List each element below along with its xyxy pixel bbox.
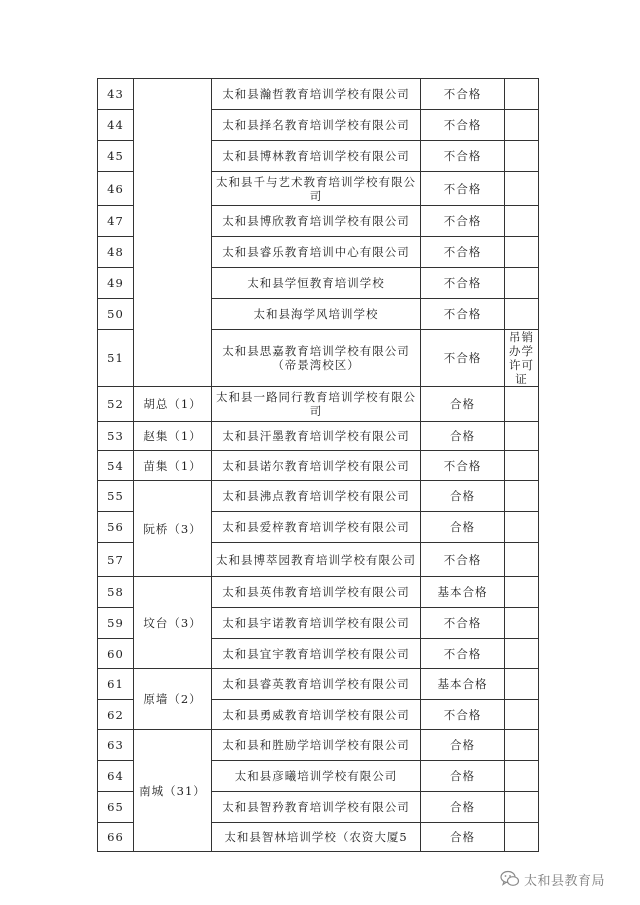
school-name: 太和县博林教育培训学校有限公司 xyxy=(212,141,421,172)
result: 基本合格 xyxy=(421,577,505,608)
result: 合格 xyxy=(421,481,505,512)
row-number: 57 xyxy=(98,543,134,577)
school-name: 太和县爱梓教育培训学校有限公司 xyxy=(212,512,421,543)
table-row xyxy=(98,577,539,608)
note xyxy=(505,422,539,451)
watermark-text: 太和县教育局 xyxy=(524,873,606,889)
school-name: 太和县千与艺术教育培训学校有限公司 xyxy=(212,172,421,206)
note xyxy=(505,577,539,608)
note xyxy=(505,730,539,761)
row-number: 47 xyxy=(98,206,134,237)
result: 不合格 xyxy=(421,268,505,299)
school-name: 太和县和胜励学培训学校有限公司 xyxy=(212,730,421,761)
note xyxy=(505,237,539,268)
row-number: 51 xyxy=(98,330,134,387)
result: 不合格 xyxy=(421,451,505,481)
town-cell xyxy=(134,79,212,387)
town-cell: 原墙（2） xyxy=(134,669,212,730)
school-name: 太和县睿乐教育培训中心有限公司 xyxy=(212,237,421,268)
school-name: 太和县宇诺教育培训学校有限公司 xyxy=(212,608,421,639)
row-number: 65 xyxy=(98,792,134,823)
result: 合格 xyxy=(421,730,505,761)
row-number: 49 xyxy=(98,268,134,299)
result: 不合格 xyxy=(421,172,505,206)
note xyxy=(505,639,539,669)
note xyxy=(505,481,539,512)
row-number: 59 xyxy=(98,608,134,639)
town-cell: 南城（31） xyxy=(134,730,212,852)
wechat-watermark xyxy=(500,867,605,891)
row-number: 62 xyxy=(98,700,134,730)
school-name: 太和县一路同行教育培训学校有限公司 xyxy=(212,387,421,422)
note xyxy=(505,206,539,237)
row-number: 58 xyxy=(98,577,134,608)
note xyxy=(505,700,539,730)
note xyxy=(505,268,539,299)
note xyxy=(505,608,539,639)
note xyxy=(505,761,539,792)
row-number: 43 xyxy=(98,79,134,110)
school-name: 太和县智矜教育培训学校有限公司 xyxy=(212,792,421,823)
result: 不合格 xyxy=(421,700,505,730)
row-number: 56 xyxy=(98,512,134,543)
row-number: 50 xyxy=(98,299,134,330)
school-name: 太和县彦曦培训学校有限公司 xyxy=(212,761,421,792)
note xyxy=(505,543,539,577)
row-number: 66 xyxy=(98,823,134,852)
result: 不合格 xyxy=(421,639,505,669)
school-name: 太和县博萃园教育培训学校有限公司 xyxy=(212,543,421,577)
note xyxy=(505,387,539,422)
table-row xyxy=(98,669,539,700)
school-name: 太和县择名教育培训学校有限公司 xyxy=(212,110,421,141)
result: 合格 xyxy=(421,512,505,543)
table-row xyxy=(98,481,539,512)
note xyxy=(505,451,539,481)
row-number: 60 xyxy=(98,639,134,669)
result: 合格 xyxy=(421,387,505,422)
result: 合格 xyxy=(421,792,505,823)
school-name: 太和县英伟教育培训学校有限公司 xyxy=(212,577,421,608)
table-row xyxy=(98,387,539,422)
town-cell: 阮桥（3） xyxy=(134,481,212,577)
row-number: 54 xyxy=(98,451,134,481)
note xyxy=(505,110,539,141)
result: 不合格 xyxy=(421,608,505,639)
school-name: 太和县学恒教育培训学校 xyxy=(212,268,421,299)
school-name: 太和县瀚哲教育培训学校有限公司 xyxy=(212,79,421,110)
row-number: 53 xyxy=(98,422,134,451)
row-number: 64 xyxy=(98,761,134,792)
table-row xyxy=(98,79,539,110)
school-name: 太和县汗墨教育培训学校有限公司 xyxy=(212,422,421,451)
note xyxy=(505,172,539,206)
row-number: 44 xyxy=(98,110,134,141)
school-name: 太和县沸点教育培训学校有限公司 xyxy=(212,481,421,512)
note xyxy=(505,79,539,110)
note: 吊销办学许可证 xyxy=(505,330,539,387)
result: 基本合格 xyxy=(421,669,505,700)
result: 合格 xyxy=(421,761,505,792)
result: 不合格 xyxy=(421,299,505,330)
school-name: 太和县睿英教育培训学校有限公司 xyxy=(212,669,421,700)
row-number: 48 xyxy=(98,237,134,268)
note xyxy=(505,141,539,172)
result: 合格 xyxy=(421,422,505,451)
table-row xyxy=(98,451,539,481)
result: 合格 xyxy=(421,823,505,852)
note xyxy=(505,669,539,700)
result: 不合格 xyxy=(421,237,505,268)
town-cell: 坟台（3） xyxy=(134,577,212,669)
row-number: 52 xyxy=(98,387,134,422)
school-name: 太和县宜宇教育培训学校有限公司 xyxy=(212,639,421,669)
school-name: 太和县博欣教育培训学校有限公司 xyxy=(212,206,421,237)
result: 不合格 xyxy=(421,543,505,577)
row-number: 46 xyxy=(98,172,134,206)
row-number: 45 xyxy=(98,141,134,172)
table-row xyxy=(98,730,539,761)
inspection-results-table xyxy=(97,78,539,852)
table-row xyxy=(98,422,539,451)
school-name: 太和县海学风培训学校 xyxy=(212,299,421,330)
town-cell: 苗集（1） xyxy=(134,451,212,481)
row-number: 61 xyxy=(98,669,134,700)
row-number: 63 xyxy=(98,730,134,761)
school-name: 太和县思嘉教育培训学校有限公司（帝景湾校区） xyxy=(212,330,421,387)
town-cell: 赵集（1） xyxy=(134,422,212,451)
result: 不合格 xyxy=(421,79,505,110)
row-number: 55 xyxy=(98,481,134,512)
result: 不合格 xyxy=(421,206,505,237)
note xyxy=(505,792,539,823)
note xyxy=(505,512,539,543)
town-cell: 胡总（1） xyxy=(134,387,212,422)
school-name: 太和县诺尔教育培训学校有限公司 xyxy=(212,451,421,481)
wechat-icon xyxy=(500,870,520,888)
result: 不合格 xyxy=(421,110,505,141)
result: 不合格 xyxy=(421,330,505,387)
note xyxy=(505,299,539,330)
result: 不合格 xyxy=(421,141,505,172)
school-name: 太和县智林培训学校（农资大厦5 xyxy=(212,823,421,852)
school-name: 太和县勇威教育培训学校有限公司 xyxy=(212,700,421,730)
note xyxy=(505,823,539,852)
